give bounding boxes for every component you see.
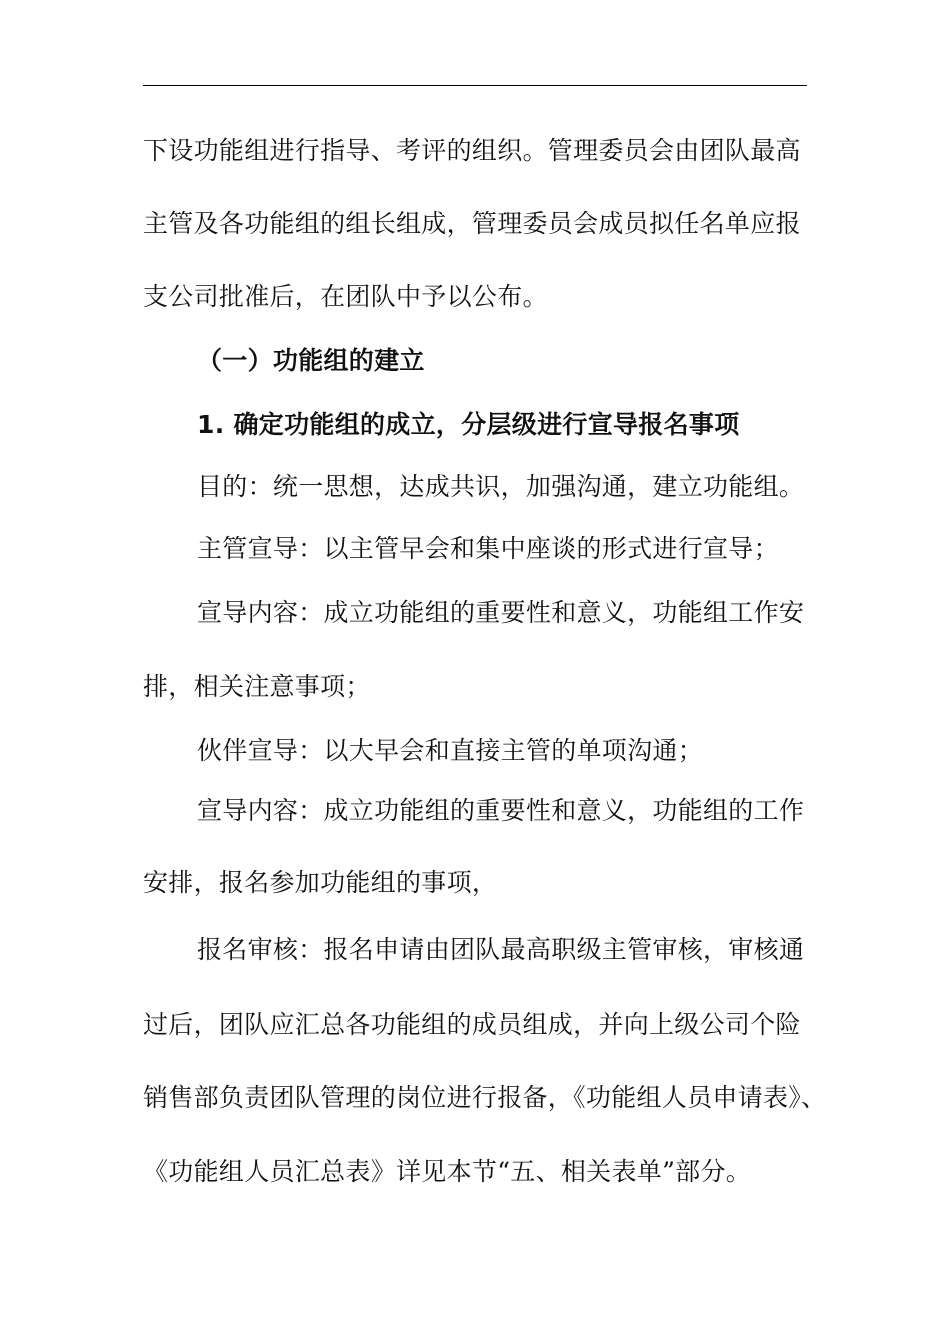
body-text-line: 下设功能组进行指导、考评的组织。管理委员会由团队最高 xyxy=(143,136,801,165)
body-text-line: 《功能组人员汇总表》详见本节“五、相关表单”部分。 xyxy=(143,1157,752,1186)
subsection-heading: 1. 确定功能组的成立，分层级进行宣导报名事项 xyxy=(197,410,740,439)
section-heading: （一）功能组的建立 xyxy=(197,346,425,375)
body-text-line: 报名审核：报名申请由团队最高职级主管审核，审核通 xyxy=(197,935,805,964)
body-text-line: 过后，团队应汇总各功能组的成员组成，并向上级公司个险 xyxy=(143,1010,801,1039)
purpose-text: 目的：统一思想，达成共识，加强沟通，建立功能组。 xyxy=(197,472,805,501)
body-text-line: 宣导内容：成立功能组的重要性和意义，功能组工作安 xyxy=(197,598,805,627)
body-text-line: 安排，报名参加功能组的事项， xyxy=(143,868,498,897)
body-text-line: 宣导内容：成立功能组的重要性和意义，功能组的工作 xyxy=(197,796,805,825)
manager-briefing-text: 主管宣导：以主管早会和集中座谈的形式进行宣导； xyxy=(197,534,779,563)
header-rule xyxy=(143,85,807,86)
body-text-line: 支公司批准后，在团队中予以公布。 xyxy=(143,282,548,311)
body-text-line: 排，相关注意事项； xyxy=(143,672,371,701)
body-text-line: 主管及各功能组的组长组成，管理委员会成员拟任名单应报 xyxy=(143,209,801,238)
partner-briefing-text: 伙伴宣导：以大早会和直接主管的单项沟通； xyxy=(197,736,704,765)
body-text-line: 销售部负责团队管理的岗位进行报备，《功能组人员申请表》、 xyxy=(143,1083,827,1112)
